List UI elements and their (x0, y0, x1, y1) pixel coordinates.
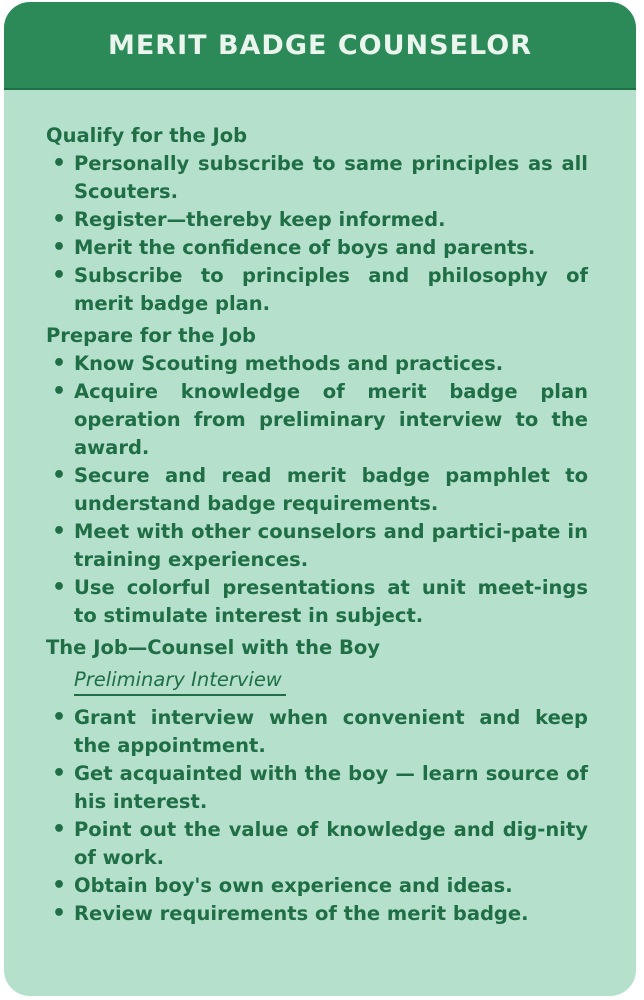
counselor-card (4, 2, 636, 996)
list-item: • Know Scouting methods and practices. (46, 350, 588, 378)
list-item: • Acquire knowledge of merit badge plan operation from preliminary interview to the award. (46, 378, 588, 462)
prepare-list (46, 350, 588, 630)
list-item: • Personally subscribe to same principles as all Scouters. (46, 150, 588, 206)
section-heading-prepare: Prepare for the Job (46, 324, 256, 347)
list-item: • Grant interview when convenient and keep the appointment. (46, 704, 588, 760)
counsel-list (46, 704, 588, 928)
list-item: • Point out the value of knowledge and dig-nity of work. (46, 816, 588, 872)
qualify-list (46, 150, 588, 318)
card-content (4, 90, 636, 928)
list-item: • Get acquainted with the boy — learn source of his interest. (46, 760, 588, 816)
list-item: • Merit the confidence of boys and parents. (46, 234, 588, 262)
list-item: • Meet with other counselors and partici-pate in training experiences. (46, 518, 588, 574)
list-item: • Register—thereby keep informed. (46, 206, 588, 234)
section-heading-qualify: Qualify for the Job (46, 124, 248, 147)
list-item: • Secure and read merit badge pamphlet to understand badge requirements. (46, 462, 588, 518)
list-item: • Obtain boy's own experience and ideas. (46, 872, 588, 900)
card-title: MERIT BADGE COUNSELOR (107, 29, 533, 61)
card-header (4, 2, 636, 90)
subheading-preliminary-interview: Preliminary Interview (74, 666, 286, 696)
section-heading-counsel: The Job—Counsel with the Boy (46, 636, 380, 659)
list-item: • Use colorful presentations at unit meet-ings to stimulate interest in subject. (46, 574, 588, 630)
list-item: • Subscribe to principles and philosophy of merit badge plan. (46, 262, 588, 318)
list-item: • Review requirements of the merit badge. (46, 900, 588, 928)
